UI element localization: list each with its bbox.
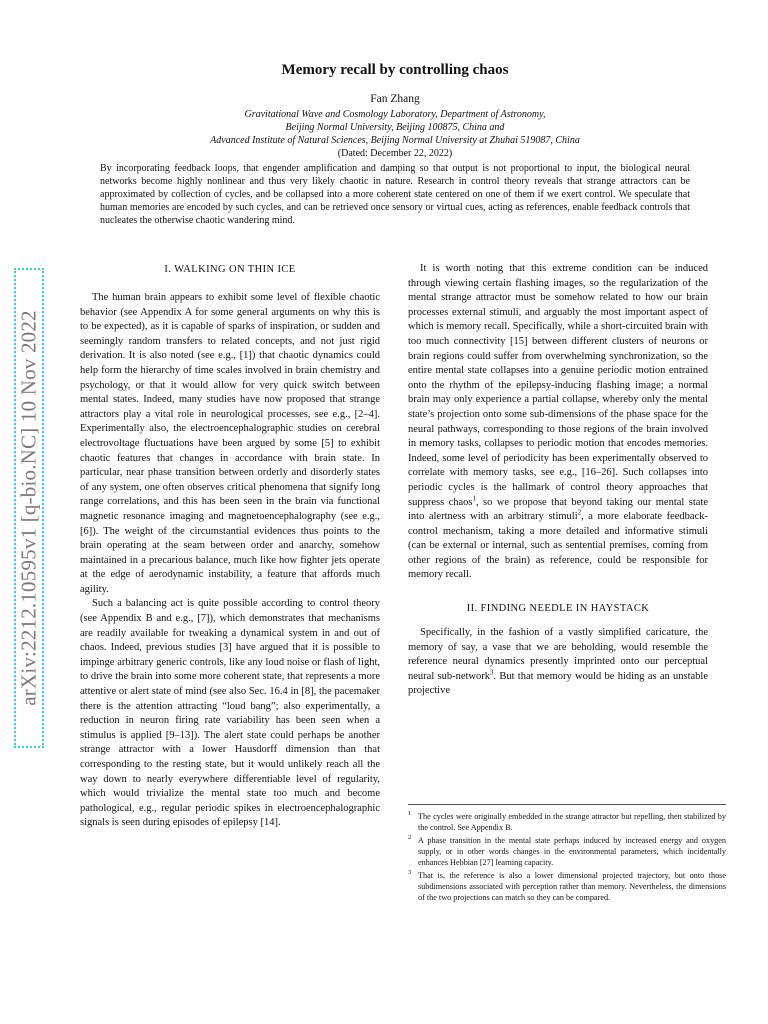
section-2-heading: II. FINDING NEEDLE IN HAYSTACK [466,603,650,615]
footnote-ref-2[interactable]: 2 [577,508,582,517]
abstract: By incorporating feedback loops, that engender amplification and damping so that output is not proportional to input, the biological neural networks become highly nonlinear and thus very likely chaotic in nature. Research in control theory reveals that strange attractors can be approximated by collection of cycles, and be collapsed into a more coherent state centered on one of them if we exert control. We speculate that human memories are encoded by such cycles, and can be retrieved once sensory or virtual cues, acting as references, enable feedback controls that nucleates the otherwise chaotic wandering mind. [100,163,690,226]
section-1-paragraph-3 [408,262,708,583]
affiliation-line-3: Advanced Institute of Natural Sciences, Beijing Normal University at Zhuhai 519087, China [210,135,580,146]
section-1-heading: I. WALKING ON THIN ICE [164,264,296,275]
section-2-text-b: . But that memory would be hiding as an unstable projective [408,670,708,697]
footnote-2-text: A phase transition in the mental state perhaps induced by increased energy and oxygen supply, or in other words changes in the environmental parameters, which incidentally enhances Hebbian [27] learning capacity. [418,836,726,867]
section-1-paragraph-1: The human brain appears to exhibit some level of flexible chaotic behavior (see Appendix A for some general arguments on why this is to be expected), as it is capable of sparks of inspiration, or sudden and seemingly random transfers to related concepts, and not just rigid derivation. It is also noted (see e.g., [1]) that chaotic dynamics could help form the hierarchy of time scales involved in brain chemistry and psychology, or that it would allow for very quick switch between mental states. Indeed, many studies have now proposed that strange attractors play a vital role in neurological processes, see e.g., [2–4]. Experimentally also, the electroencephalographic studies on cerebral electrovoltage fluctuations have been argued by some [5] to exhibit chaotic features that changes in accordance with brain state. In particular, near phase transition between orderly and disorderly states of any system, one often observes critical phenomena that signify long range correlations, and this has been seen in the brain via functional magnetic resonance imaging and magnetoencephalography (see e.g., [6]). The weight of the circumstantial evidences thus points to the brain operating at the seam between order and anarchy, somehow maintained in a precarious balance, much like how fighter jets operate at the edge of aerodynamic instability, a feature that affords much agility. [80,292,380,595]
section-1-paragraph-2: Such a balancing act is quite possible according to control theory (see Appendix B and e.g., [7]), which demonstrates that mechanisms are readily available for tweaking a dynamical system in and out of chaos. Indeed, previous studies [3] have argued that it is possible to impinge arbitrary generic controls, like any loud noise or flash of light, to drive the brain into some more coherent state, that represents a more attentive or alert state of mind (see also Sec. 16.4 in [8], the pacemaker there is the attention attracting “loud bang”; also experimentally, a reduction in neuron firing rate variability has been seen when a stimulus is applied [9–13]). The alert state could perhaps be another strange attractor with a lower Hausdorff dimension than that corresponding to the resting state, but it would unlikely reach all the way down to nearly everywhere differentiable level of regularity, which would trivialize the mental state too much and become pathological, e.g., regular periodic spikes in electroencephalographic signals is seen during episodes of epilepsy [14]. [80,598,380,829]
right-column [408,262,708,699]
affiliation-line-1: Gravitational Wave and Cosmology Laboratory, Department of Astronomy, [244,109,546,120]
left-column [80,262,380,831]
footnotes [408,804,726,905]
paragraph-3-text-b: , so we propose that beyond taking our mental state into alertness with an arbitrary stimuli [408,496,708,523]
footnote-1-text: The cycles were originally embedded in the strange attractor but repelling, then stabilized by the control. See Appendix B. [418,812,726,832]
footnote-ref-3[interactable]: 3 [489,668,494,677]
paper-header [90,62,700,160]
arxiv-identifier-stamp[interactable] [14,268,44,748]
affiliation-line-2: Beijing Normal University, Beijing 100875, China and [285,122,505,133]
section-2-paragraph-1 [408,626,708,699]
section-2-text-a: Specifically, in the fashion of a vastly simplified caricature, the memory of say, a vase that we are beholding, would resemble the reference neural dynamics presently imprinted onto our perceptual neural sub-network [408,627,708,682]
arxiv-identifier: arXiv:2212.10595v1 [q-bio.NC] 10 Nov 2022 [16,310,41,706]
footnote-2: $^2$ A phase transition in the mental state perhaps induced by increased energy and oxygen supply, or in other words changes in the environmental parameters, which incidentally enhances Hebbian [27] learning capacity. [408,834,726,867]
author-name: Fan Zhang [370,93,420,105]
paragraph-3-text-a: It is worth noting that this extreme condition can be induced through viewing certain flashing images, so the regularization of the mental strange attractor must be somehow related to how our brain processes external stimuli, and arguably the most important aspect of which is memory recall. Specifically, while a short-circuited brain with too much connectivity [15] between different clusters of neurons or brain regions could suffer from overwhelming synchronization, so the entire mental state collapses into a genuine periodic motion entrained onto the rhythm of the epilepsy-inducing flashing image; a normal brain may only experience a partial collapse, whereby only the mental state’s projection onto some sub-dimensions of the phase space for the neural pathways, corresponding to those regions of the brain involved in memory tasks, collapses to periodic motion that encodes memories. Indeed, some level of periodicity has been experimentally observed to correlate with memory tasks, see e.g., [16–26]. Such collapses into periodic cycles is the hallmark of control theory approaches that suppress chaos [408,263,708,508]
paragraph-3-text-c: , a more elaborate feedback-control mechanism, taking a more detailed and informative stimuli (can be external or internal, such as sentential premises, coming from other regions of the brain) as reference, could be responsible for memory recall. [408,511,708,581]
dated-line: (Dated: December 22, 2022) [337,148,453,159]
footnote-ref-1[interactable]: 1 [472,494,476,502]
footnote-3: $^3$ That is, the reference is also a lower dimensional projected trajectory, but onto those subdimensions associated with perception rather than memory. Nevertheless, the dimensions of the two projections can match so they can be compared. [408,869,726,902]
footnote-1: $^1$ The cycles were originally embedded in the strange attractor but repelling, then stabilized by the control. See Appendix B. [408,810,726,832]
footnote-3-text: That is, the reference is also a lower dimensional projected trajectory, but onto those subdimensions associated with perception rather than memory. Nevertheless, the dimensions of the two projections can match so they can be compared. [418,871,726,902]
paper-title: Memory recall by controlling chaos [281,62,509,78]
